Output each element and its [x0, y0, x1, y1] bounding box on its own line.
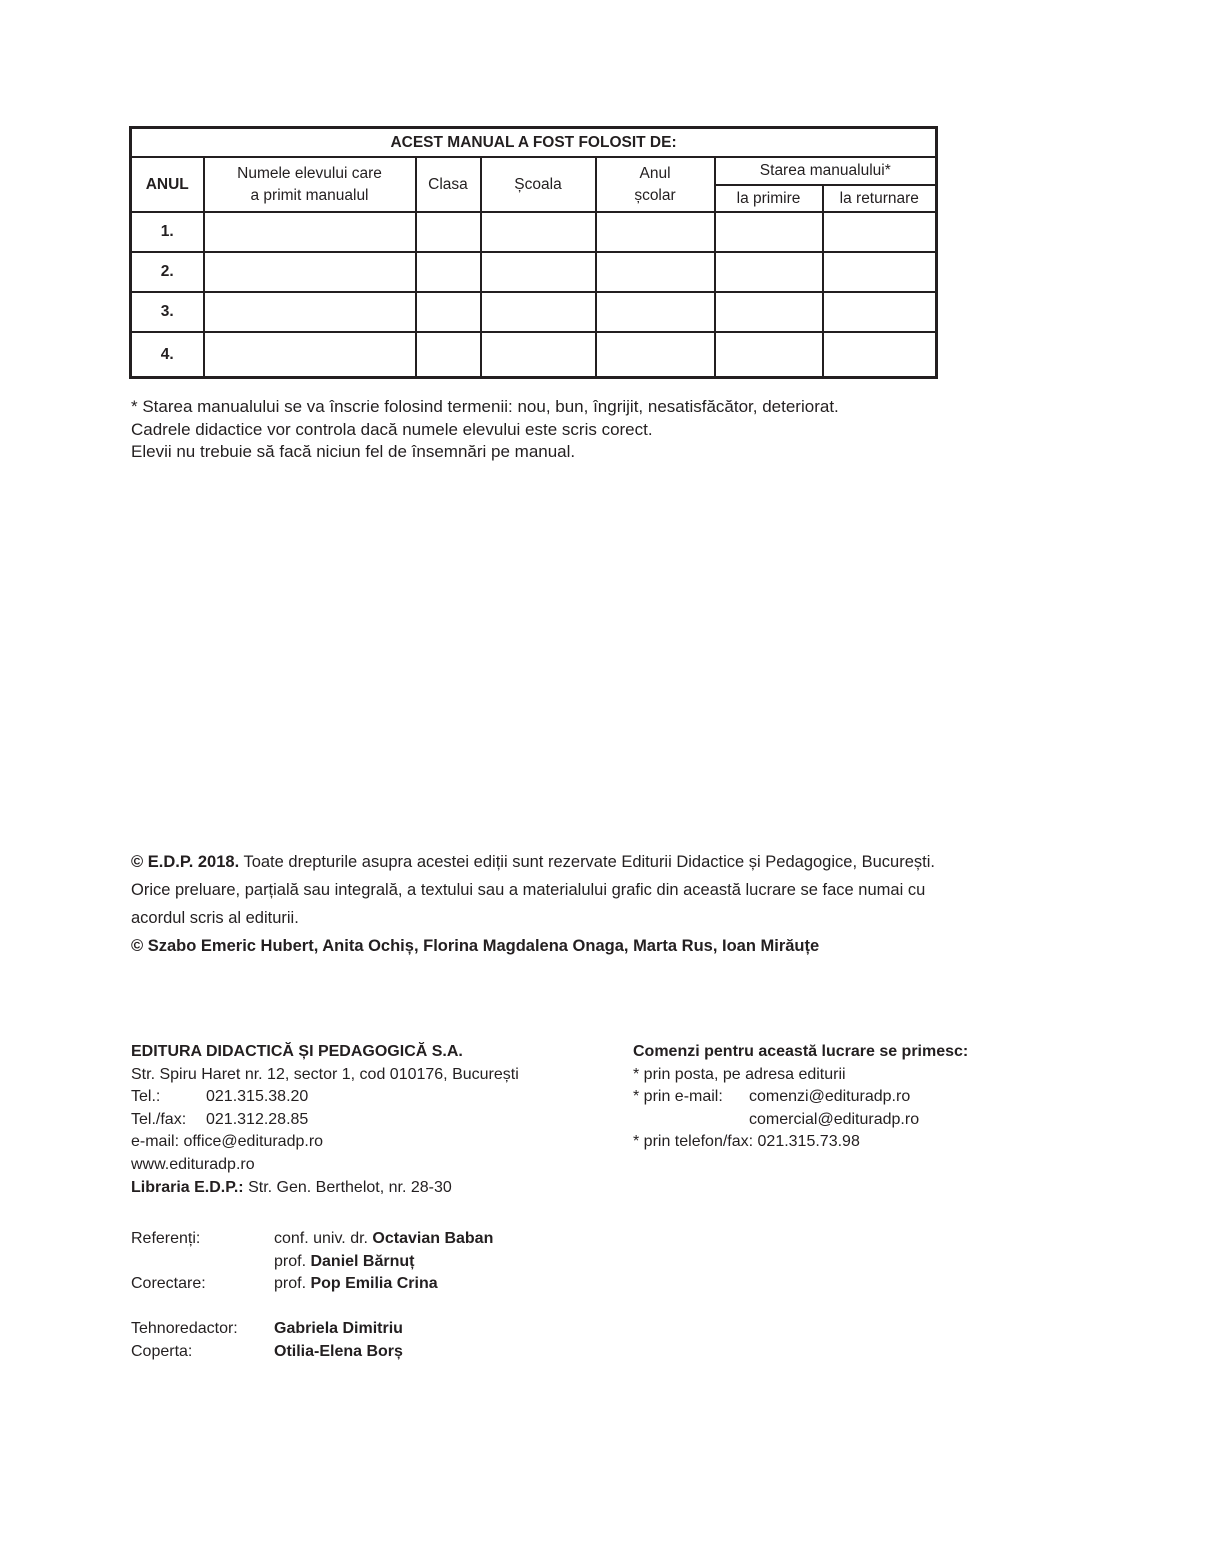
row-number: 2.	[131, 252, 204, 292]
note-line: Elevii nu trebuie să facă niciun fel de însemnări pe manual.	[131, 442, 576, 461]
cell-school-year	[596, 252, 715, 292]
cell-state-received	[715, 292, 823, 332]
cell-class	[416, 252, 481, 292]
table-row	[131, 212, 937, 252]
table-row	[131, 292, 937, 332]
cell-name	[204, 332, 416, 378]
header-la-returnare: la returnare	[823, 185, 937, 212]
cell-class	[416, 332, 481, 378]
credit-tehnoredactor: Tehnoredactor: Gabriela Dimitriu	[131, 1320, 403, 1338]
cell-school	[481, 252, 596, 292]
publisher-website: www.edituradp.ro	[131, 1155, 255, 1173]
publisher-info	[131, 1041, 519, 1199]
publisher-phone: Tel.: 021.315.38.20	[131, 1088, 309, 1106]
row-number: 3.	[131, 292, 204, 332]
copyright-line: © E.D.P. 2018. Toate drepturile asupra acestei ediții sunt rezervate Editurii Didactice și Pedagogice, București.	[131, 853, 935, 871]
header-la-primire: la primire	[715, 185, 823, 212]
header-scoala: Școala	[481, 157, 596, 212]
cell-state-received	[715, 212, 823, 252]
credit-corectare: Corectare: prof. Pop Emilia Crina	[131, 1275, 438, 1293]
table-title: ACEST MANUAL A FOST FOLOSIT DE:	[131, 128, 937, 158]
copyright-authors: © Szabo Emeric Hubert, Anita Ochiș, Florina Magdalena Onaga, Marta Rus, Ioan Mirăuțe	[131, 937, 820, 955]
cell-state-returned	[823, 292, 937, 332]
cell-name	[204, 292, 416, 332]
table-row	[131, 252, 937, 292]
cell-class	[416, 292, 481, 332]
note-line: Cadrele didactice vor controla dacă numele elevului este scris corect.	[131, 419, 653, 439]
credit-referenti-2: prof. Daniel Bărnuț	[274, 1252, 415, 1270]
credit-referenti: Referenți: conf. univ. dr. Octavian Baban	[131, 1230, 494, 1247]
header-clasa: Clasa	[416, 157, 481, 212]
cell-name	[204, 212, 416, 252]
copyright-line: Orice preluare, parțială sau integrală, a textului sau a materialului grafic din această lucrare se face numai cu	[131, 881, 926, 899]
orders-post: * prin posta, pe adresa editurii	[633, 1065, 846, 1083]
cell-state-received	[715, 332, 823, 378]
table-row	[131, 332, 937, 378]
publisher-name: EDITURA DIDACTICĂ ȘI PEDAGOGICĂ S.A.	[131, 1043, 463, 1060]
cell-school	[481, 212, 596, 252]
row-number: 4.	[131, 332, 204, 378]
header-numele: Numele elevului care a primit manualul	[204, 157, 416, 212]
cell-state-returned	[823, 252, 937, 292]
row-number: 1.	[131, 212, 204, 252]
credit-coperta: Coperta: Otilia-Elena Borș	[131, 1342, 403, 1360]
header-anul: ANUL	[131, 157, 204, 212]
header-anul-scolar: Anul școlar	[596, 157, 715, 212]
header-starea: Starea manualului*	[715, 157, 937, 185]
cell-school	[481, 292, 596, 332]
cell-school-year	[596, 332, 715, 378]
orders-phone: * prin telefon/fax: 021.315.73.98	[633, 1133, 860, 1151]
publisher-library: Libraria E.D.P.: Str. Gen. Berthelot, nr. 28-30	[131, 1178, 452, 1196]
copyright-block	[131, 848, 1031, 960]
cell-state-returned	[823, 332, 937, 378]
cell-school-year	[596, 212, 715, 252]
cell-name	[204, 252, 416, 292]
orders-email-2: comercial@edituradp.ro	[749, 1110, 920, 1128]
cell-school-year	[596, 292, 715, 332]
publisher-address: Str. Spiru Haret nr. 12, sector 1, cod 010176, București	[131, 1065, 519, 1083]
cell-school	[481, 332, 596, 378]
publisher-fax: Tel./fax: 021.312.28.85	[131, 1110, 309, 1128]
manual-usage-table	[129, 126, 938, 379]
table-notes	[131, 396, 839, 464]
note-line: * Starea manualului se va înscrie folosind termenii: nou, bun, îngrijit, nesatisfăcător, deteriorat.	[131, 397, 839, 416]
orders-info	[633, 1041, 968, 1154]
cell-state-received	[715, 252, 823, 292]
credits-block	[131, 1228, 493, 1364]
orders-title: Comenzi pentru această lucrare se primesc:	[633, 1043, 969, 1060]
cell-state-returned	[823, 212, 937, 252]
cell-class	[416, 212, 481, 252]
publisher-email: e-mail: office@edituradp.ro	[131, 1133, 324, 1151]
copyright-line: acordul scris al editurii.	[131, 909, 299, 927]
orders-email: * prin e-mail: comenzi@edituradp.ro	[633, 1088, 911, 1106]
